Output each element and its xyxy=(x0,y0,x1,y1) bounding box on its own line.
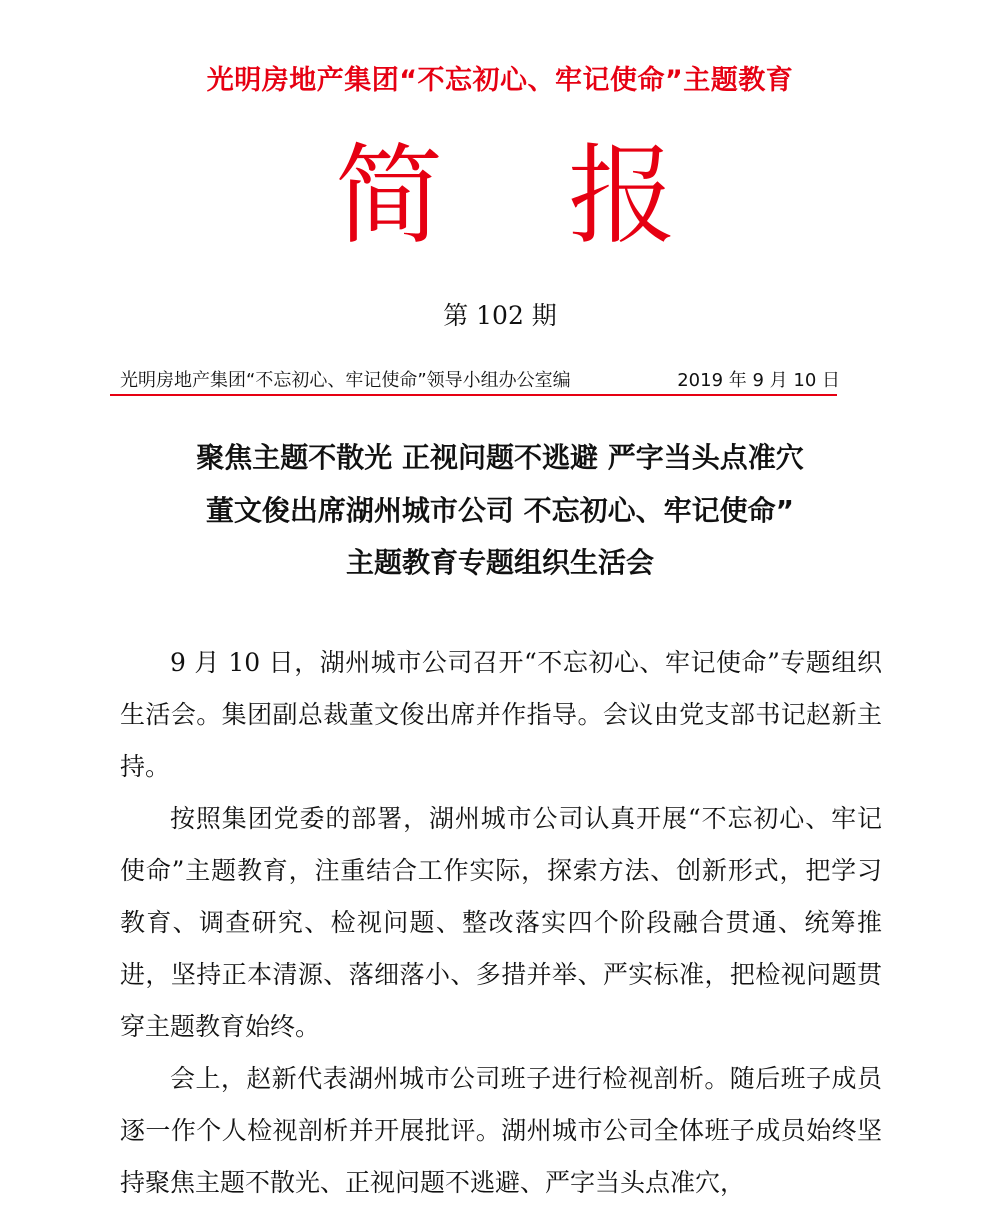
publish-date: 2019 年 9 月 10 日 xyxy=(677,370,840,391)
article-body xyxy=(120,637,882,1209)
headline-line-1: 聚焦主题不散光 正视问题不逃避 严字当头点准穴 xyxy=(196,441,804,474)
header-organization-title: 光明房地产集团“不忘初心、牢记使命”主题教育 xyxy=(206,65,794,96)
masthead xyxy=(0,132,1000,262)
issue-number: 第 102 期 xyxy=(443,301,557,330)
masthead-char-jian: 简 xyxy=(335,134,444,259)
headline-line-3: 主题教育专题组织生活会 xyxy=(345,546,654,579)
body-paragraph-2: 按照集团党委的部署，湖州城市公司认真开展“不忘初心、牢记使命”主题教育，注重结合工作实际，探索方法、创新形式，把学习教育、调查研究、检视问题、整改落实四个阶段融合贯通、统筹推进，坚持正本清源、落细落小、多措并举、严实标准，把检视问题贯穿主题教育始终。 xyxy=(120,804,882,1041)
masthead-char-bao: 报 xyxy=(568,134,677,259)
headline-line-2: 董文俊出席湖州城市公司 不忘初心、牢记使命” xyxy=(205,494,795,527)
header-divider xyxy=(110,394,837,396)
publisher-name: 光明房地产集团“不忘初心、牢记使命”领导小组办公室编 xyxy=(120,370,571,391)
body-paragraph-3: 会上，赵新代表湖州城市公司班子进行检视剖析。随后班子成员逐一作个人检视剖析并开展批评。湖州城市公司全体班子成员始终坚持聚焦主题不散光、正视问题不逃避、严字当头点准穴， xyxy=(120,1064,882,1197)
body-paragraph-1: 9 月 10 日，湖州城市公司召开“不忘初心、牢记使命”专题组织生活会。集团副总裁董文俊出席并作指导。会议由党支部书记赵新主持。 xyxy=(120,648,882,781)
publisher-line xyxy=(120,366,840,392)
